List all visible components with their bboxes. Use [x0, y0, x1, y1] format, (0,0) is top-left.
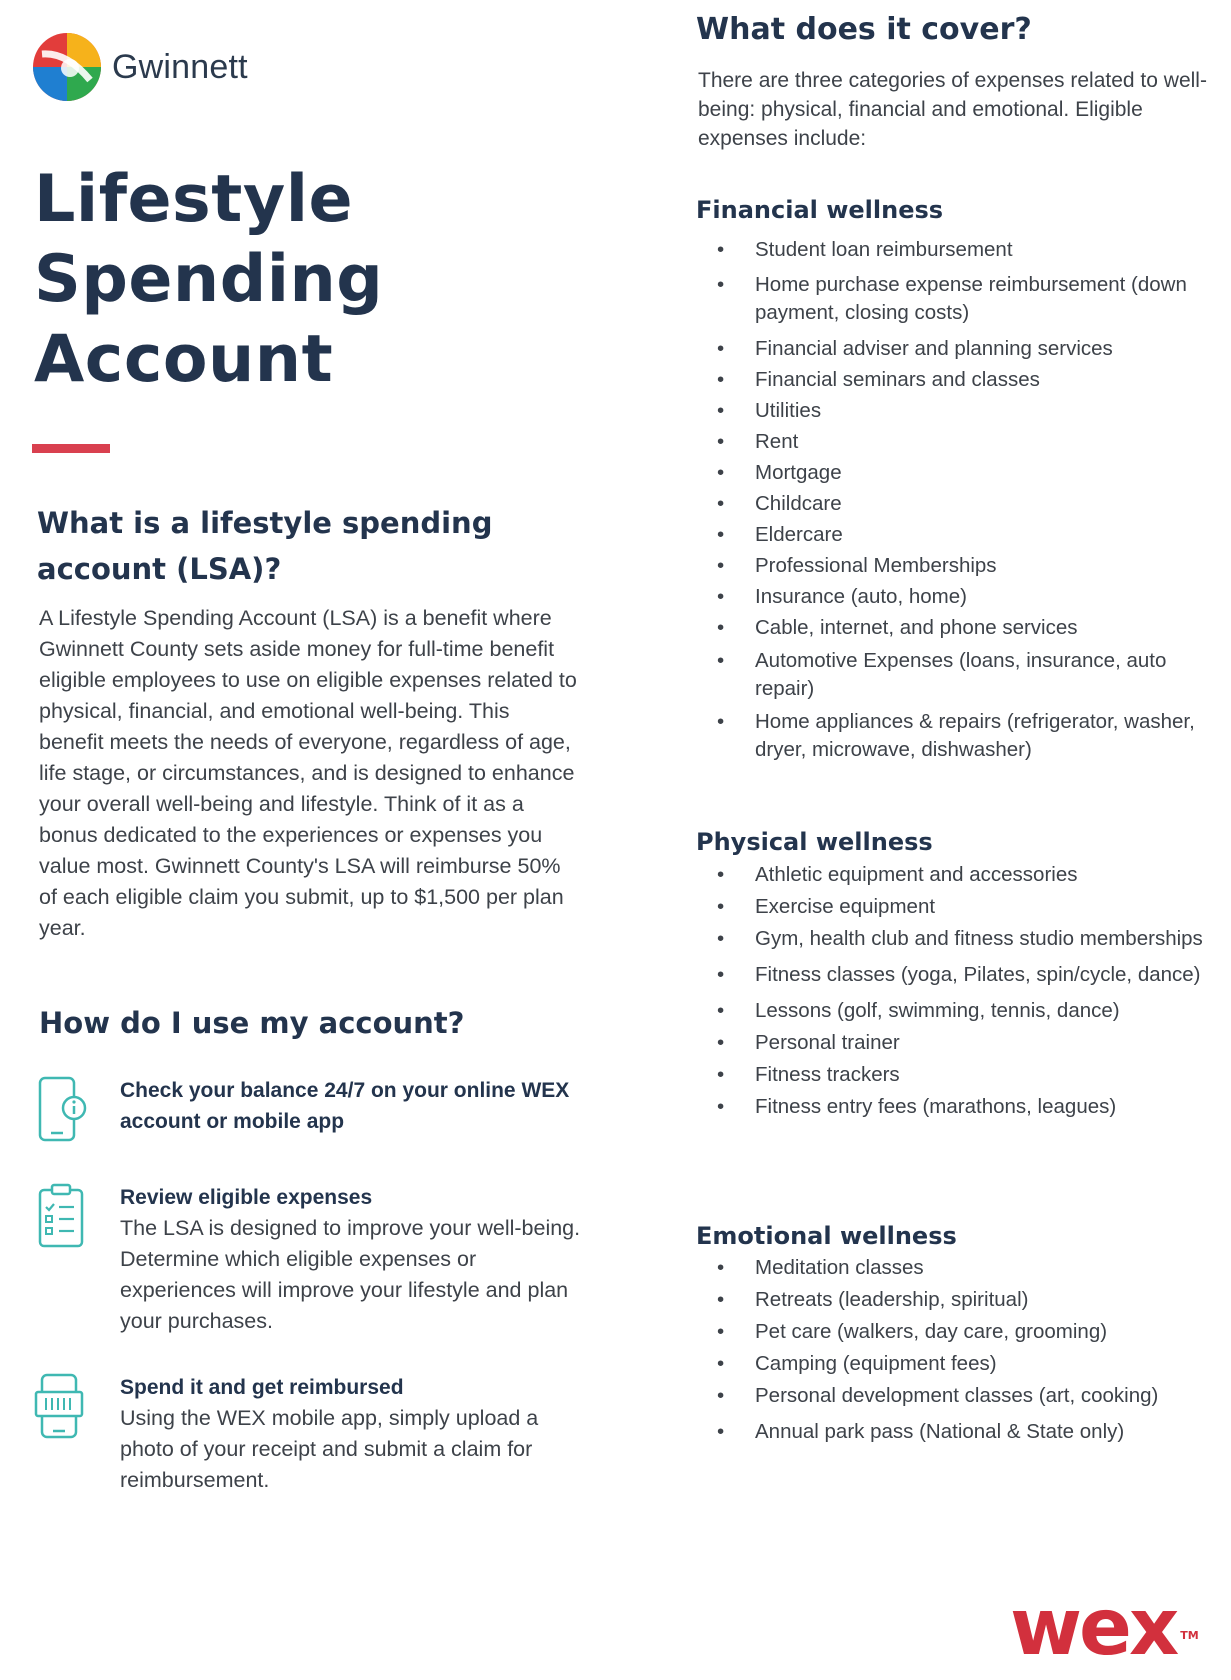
trademark-mark: TM [1180, 1629, 1199, 1642]
wex-logo [1010, 1583, 1199, 1673]
wex-logo-text: wex [1010, 1583, 1177, 1673]
list-item: • Personal development classes (art, cooking) [717, 1382, 1227, 1410]
list-item: • Retreats (leadership, spiritual) [717, 1286, 1227, 1314]
what-is-heading: What is a lifestyle spending account (LSA)? [37, 506, 493, 586]
list-item: • Gym, health club and fitness studio memberships [717, 925, 1227, 953]
list-item: • Financial adviser and planning services [717, 335, 1227, 363]
what-is-body: A Lifestyle Spending Account (LSA) is a benefit where Gwinnett County sets aside money for full-time benefit eligible employees to use on eligible expenses related to physical, financial, and emotional well-being. This benefit meets the needs of everyone, regardless of age, life stage, or circumstances, and is designed to enhance your overall well-being and lifestyle. Think of it as a bonus dedicated to the experiences or expenses you value most. Gwinnett County's LSA will reimburse 50% of each eligible claim you submit, up to $1,500 per plan year. [39, 606, 577, 940]
list-item: • Student loan reimbursement [717, 236, 1227, 264]
page-title: Lifestyle Spending Account [34, 162, 384, 397]
coverage-intro: There are three categories of expenses related to well-being: physical, financial and emotional. Eligible expenses include: [698, 69, 1207, 150]
step-text: The LSA is designed to improve your well-being. Determine which eligible expenses or experiences will improve your lifestyle and plan your purchases. [120, 1216, 581, 1333]
list-item: • Home purchase expense reimbursement (down payment, closing costs) [717, 271, 1227, 327]
emotional-wellness-title: Emotional wellness [696, 1222, 957, 1250]
coverage-heading: What does it cover? [696, 12, 1032, 47]
physical-wellness-title: Physical wellness [696, 828, 933, 856]
list-item: • Lessons (golf, swimming, tennis, dance) [717, 997, 1227, 1025]
list-item: • Cable, internet, and phone services [717, 614, 1227, 642]
financial-wellness-title: Financial wellness [696, 196, 944, 224]
list-item: • Athletic equipment and accessories [717, 861, 1227, 889]
list-item: • Pet care (walkers, day care, grooming) [717, 1318, 1227, 1346]
how-to-heading: How do I use my account? [39, 1006, 465, 1040]
list-item: • Annual park pass (National & State only) [717, 1418, 1227, 1446]
emotional-wellness-list [717, 1254, 1227, 1450]
list-item: • Professional Memberships [717, 552, 1227, 580]
list-item: • Fitness classes (yoga, Pilates, spin/cycle, dance) [717, 961, 1227, 989]
gwinnett-logo [32, 32, 248, 102]
list-item: • Exercise equipment [717, 893, 1227, 921]
list-item: • Childcare [717, 490, 1227, 518]
list-item: • Fitness entry fees (marathons, leagues) [717, 1093, 1227, 1121]
receipt-phone-icon [34, 1372, 92, 1442]
list-item: • Meditation classes [717, 1254, 1227, 1282]
step-title: Check your balance 24/7 on your online WEX account or mobile app [120, 1079, 570, 1133]
accent-divider [32, 444, 110, 453]
list-item: • Fitness trackers [717, 1061, 1227, 1089]
brand-name: Gwinnett [112, 47, 248, 86]
list-item: • Mortgage [717, 459, 1227, 487]
gwinnett-swirl-icon [32, 32, 102, 102]
mobile-info-icon [34, 1075, 92, 1145]
list-item: • Rent [717, 428, 1227, 456]
physical-wellness-list [717, 861, 1227, 1125]
list-item: • Utilities [717, 397, 1227, 425]
list-item: • Personal trainer [717, 1029, 1227, 1057]
list-item: • Financial seminars and classes [717, 366, 1227, 394]
list-item: • Home appliances & repairs (refrigerator, washer, dryer, microwave, dishwasher) [717, 708, 1227, 764]
list-item: • Eldercare [717, 521, 1227, 549]
list-item: • Camping (equipment fees) [717, 1350, 1227, 1378]
list-item: • Automotive Expenses (loans, insurance, auto repair) [717, 647, 1227, 703]
list-item: • Insurance (auto, home) [717, 583, 1227, 611]
checklist-icon [34, 1182, 92, 1252]
step-title: Spend it and get reimbursed [120, 1376, 404, 1399]
step-text: Using the WEX mobile app, simply upload a photo of your receipt and submit a claim for reimbursement. [120, 1406, 539, 1492]
financial-wellness-list [717, 236, 1227, 767]
step-title: Review eligible expenses [120, 1186, 373, 1209]
